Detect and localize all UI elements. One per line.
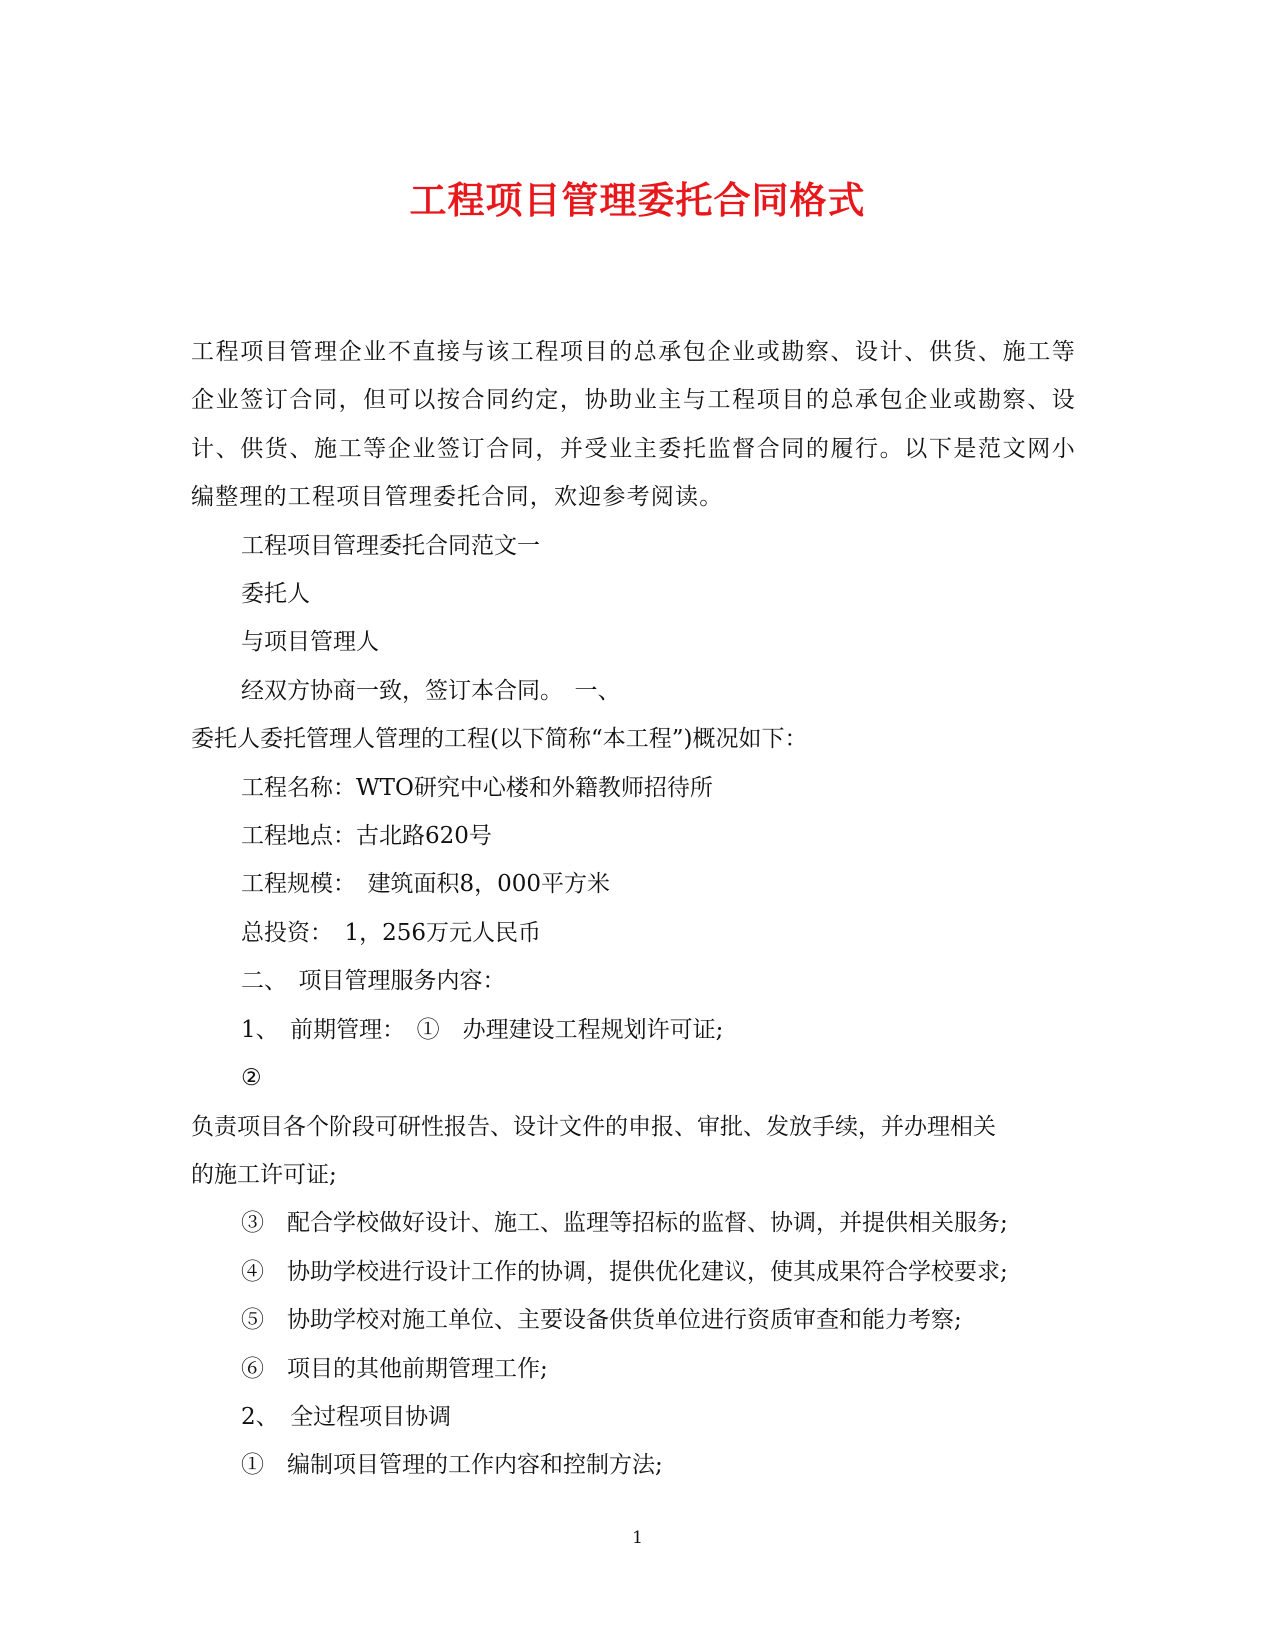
manager-line: 与项目管理人 (241, 629, 379, 656)
item-two-marker: ② (241, 1065, 262, 1092)
item-two-text: 负责项目各个阶段可研性报告、设计文件的申报、审批、发放手续，并办理相关 (191, 1113, 996, 1140)
section-heading-sample-one: 工程项目管理委托合同范文一 (241, 532, 540, 559)
document-title: 工程项目管理委托合同格式 (409, 178, 866, 222)
process-coordination-heading: 2、 全过程项目协调 (241, 1403, 452, 1430)
client-line: 委托人 (241, 581, 310, 608)
item-four-line: ④ 协助学校进行设计工作的协调，提供优化建议，使其成果符合学校要求; (241, 1258, 1008, 1285)
item-six-line: ⑥ 项目的其他前期管理工作; (241, 1355, 548, 1382)
item-three-line: ③ 配合学校做好设计、施工、监理等招标的监督、协调，并提供相关服务; (241, 1210, 1008, 1237)
project-scale-line: 工程规模： 建筑面积8，000平方米 (241, 871, 611, 898)
project-location-line: 工程地点：古北路620号 (241, 823, 492, 850)
project-name-line: 工程名称：WTO研究中心楼和外籍教师招待所 (241, 774, 713, 801)
intro-paragraph: 工程项目管理企业不直接与该工程项目的总承包企业或勘察、设计、供货、施工等企业签订合同，但可以按合同约定，协助业主与工程项目的总承包企业或勘察、设计、供货、施工等企业签订合同，并受业主委托监督合同的履行。以下是范文网小编整理的工程项目管理委托合同，欢迎参考阅读。 (191, 339, 1076, 511)
item-five-line: ⑤ 协助学校对施工单位、主要设备供货单位进行资质审查和能力考察; (241, 1307, 962, 1334)
agreement-line: 经双方协商一致，签订本合同。 一、 (241, 677, 621, 704)
page-number: 1 (632, 1528, 643, 1548)
total-investment-line: 总投资： 1，256万元人民币 (241, 919, 542, 946)
preliminary-management-line: 1、 前期管理： ① 办理建设工程规划许可证; (241, 1016, 724, 1043)
service-content-heading: 二、 项目管理服务内容： (241, 968, 506, 995)
document-body (191, 328, 1076, 1490)
project-overview-line: 委托人委托管理人管理的工程(以下简称“本工程”)概况如下： (191, 726, 808, 753)
process-item-one-line: ① 编制项目管理的工作内容和控制方法; (241, 1452, 663, 1479)
item-two-text-continued: 的施工许可证; (191, 1161, 337, 1188)
